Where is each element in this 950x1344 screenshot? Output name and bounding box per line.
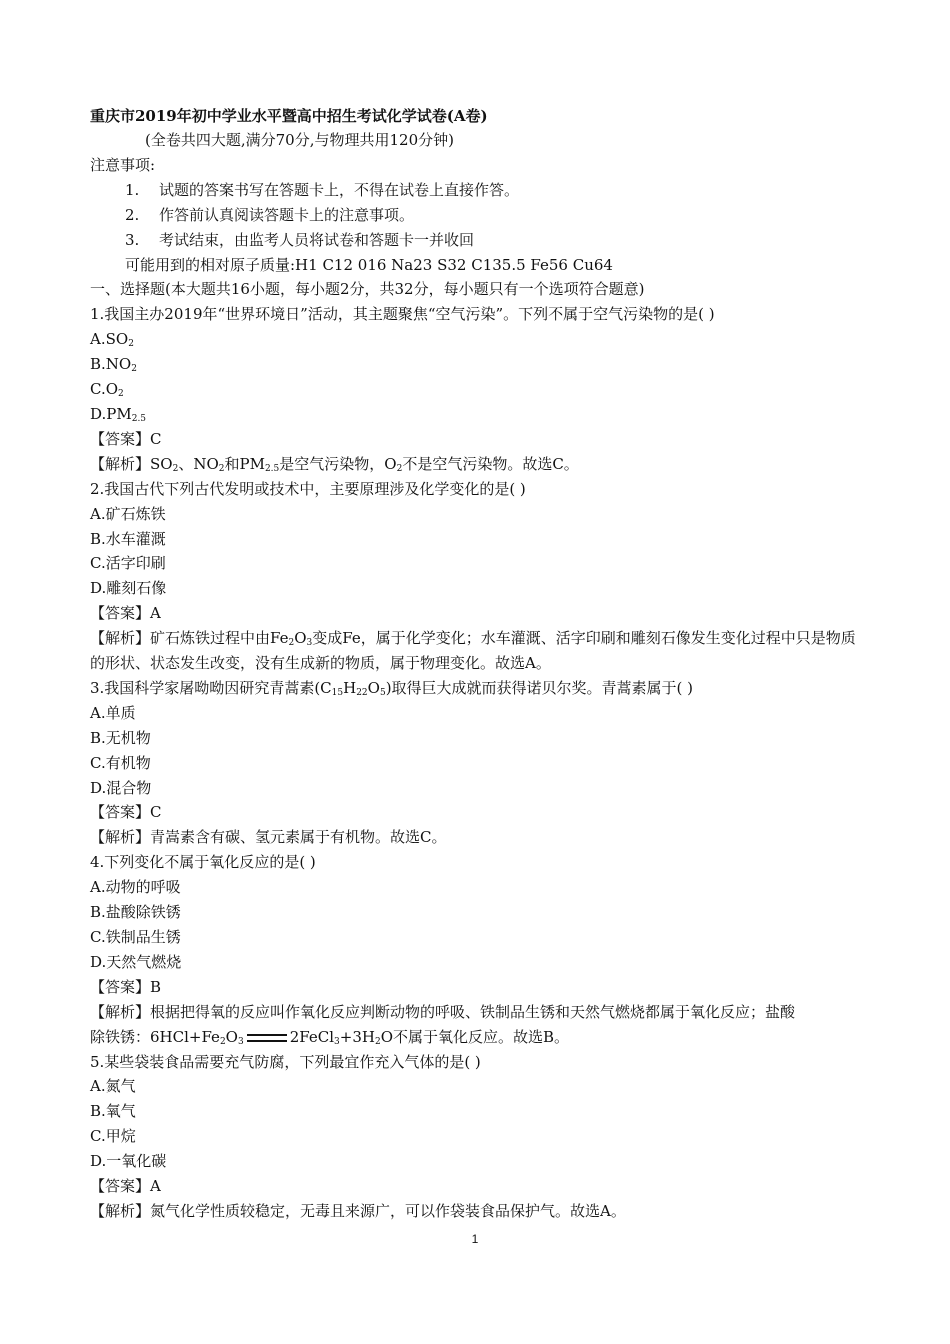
option-c: C.甲烷 [90, 1127, 136, 1146]
option-c: C.铁制品生锈 [90, 928, 181, 946]
answer: 【答案】C [90, 803, 162, 822]
option-b: B.无机物 [90, 728, 151, 747]
equals-sign-icon [247, 1034, 287, 1042]
option-a: A.单质 [90, 703, 136, 722]
option-d: D.天然气燃烧 [90, 952, 182, 971]
option-c: C.活字印刷 [90, 554, 166, 573]
option-d: D.雕刻石像 [90, 579, 167, 598]
section-heading: 一、选择题(本大题共16小题，每小题2分，共32分，每小题只有一个选项符合题意) [90, 280, 645, 299]
question-stem: 5.某些袋装食品需要充气防腐，下列最宜作充入气体的是( ) [90, 1052, 481, 1071]
notice-text: 考试结束，由监考人员将试卷和答题卡一并收回 [159, 230, 475, 249]
option-b: $B.NO_2$ [90, 355, 137, 375]
option-d: D.一氧化碳 [90, 1152, 167, 1171]
analysis: 【解析】青嵩素含有碳、氢元素属于有机物。故选C。 [90, 828, 447, 847]
answer: 【答案】B [90, 977, 162, 996]
option-b: B.水车灌溉 [90, 529, 166, 548]
analysis: 【解析】根据把得氧的反应叫作氧化反应判断动物的呼吸、铁制品生锈和天然气燃烧都属于氧化反应；盐酸 [90, 1002, 796, 1021]
option-a: A.矿石炼铁 [90, 504, 166, 523]
question-stem: 4.下列变化不属于氧化反应的是( ) [90, 853, 316, 872]
option-b: B.盐酸除铁锈 [90, 903, 181, 922]
notice-item [90, 178, 870, 203]
option-b: B.氧气 [90, 1102, 136, 1121]
notice-item [90, 228, 870, 253]
atomic-masses: 可能用到的相对原子质量:H1 C12 016 Na23 S32 C135.5 Fe56 Cu64 [125, 255, 613, 274]
analysis: 【解析】$SO_2$、$NO_2$和$PM_{2.5}$是空气污染物，$O_2$不是空气污染物。故选C。 [90, 454, 579, 474]
question-stem: 3.我国科学家屠呦呦因研究青蒿素$(C_{15}H_{22}O_5)$取得巨大成就而获得诺贝尔奖。青蒿素属于( ) [90, 678, 694, 698]
question-5 [90, 1050, 870, 1224]
analysis: 【解析】矿石炼铁过程中由$Fe_2O_3$变成Fe，属于化学变化；水车灌溉、活字印刷和雕刻石像发生变化过程中只是物质的形状、状态发生改变，没有生成新的物质，属于物理变化。故选A。 [90, 629, 856, 673]
notice-number: 2. [125, 205, 140, 224]
question-stem: 2.我国古代下列古代发明或技术中，主要原理涉及化学变化的是( ) [90, 479, 526, 498]
analysis-equation: 除铁锈：$6HCl+Fe_2O_3$ $2FeCl_3+3H_2O$不属于氧化反应。故选B。 [90, 1027, 570, 1047]
option-a: A.动物的呼吸 [90, 878, 181, 897]
question-3 [90, 676, 870, 850]
analysis: 【解析】氮气化学性质较稳定，无毒且来源广，可以作袋装食品保护气。故选A。 [90, 1201, 626, 1220]
notice-number: 1. [125, 180, 140, 199]
option-c: C.有机物 [90, 753, 151, 772]
option-c: $C.O_2$ [90, 380, 124, 400]
option-d: D.混合物 [90, 778, 152, 797]
page-number: 1 [471, 1232, 479, 1246]
question-stem: 1.我国主办2019年“世界环境日”活动，其主题聚焦“空气污染”。下列不属于空气污染物的是( ) [90, 305, 715, 324]
notice-number: 3. [125, 230, 140, 249]
option-a: $A.SO_2$ [90, 330, 134, 350]
notice-text: 试题的答案书写在答题卡上，不得在试卷上直接作答。 [159, 180, 520, 199]
notice-text: 作答前认真阅读答题卡上的注意事项。 [159, 205, 415, 224]
answer: 【答案】A [90, 604, 161, 623]
answer: 【答案】C [90, 429, 162, 448]
answer: 【答案】A [90, 1177, 161, 1196]
notice-list [90, 178, 870, 278]
notice-heading: 注意事项: [90, 155, 156, 174]
option-d: $D.PM_{2.5}$ [90, 404, 147, 424]
question-4 [90, 850, 870, 1049]
option-a: A.氮气 [90, 1077, 136, 1096]
exam-subtitle: (全卷共四大题,满分70分,与物理共用120分钟) [145, 131, 454, 149]
exam-title: 重庆市2019年初中学业水平暨高中招生考试化学试卷(A卷) [90, 107, 488, 125]
question-1 [90, 302, 870, 476]
exam-page [90, 104, 870, 1224]
notice-item [90, 203, 870, 228]
question-2 [90, 477, 870, 676]
